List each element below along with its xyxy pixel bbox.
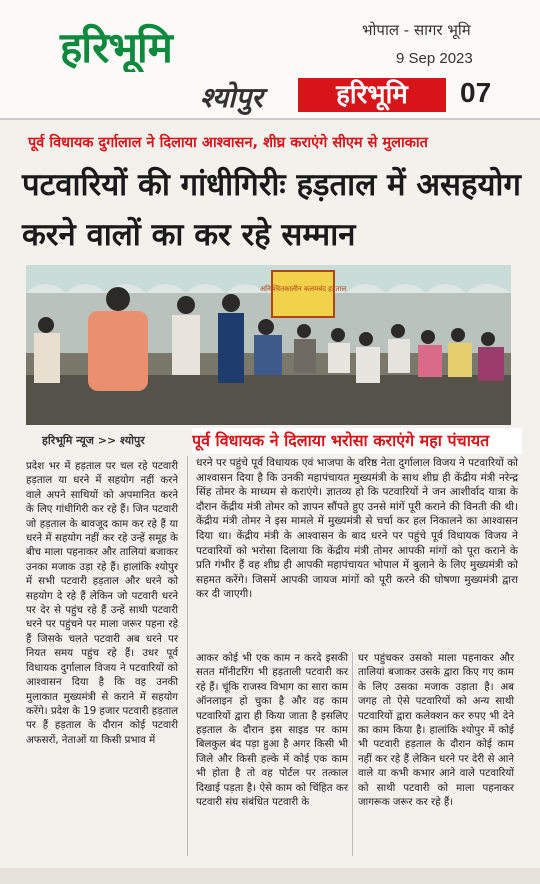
article-headline: पटवारियों की गांधीगिरीः हड़ताल में असहयोग करने वालों का कर रहे सम्मान <box>22 167 521 253</box>
news-photo <box>26 265 511 425</box>
newspaper-logo: हरिभूमि <box>60 23 172 72</box>
article-subhead: पूर्व विधायक ने दिलाया भरोसा कराएंगे महा पंचायत <box>192 428 522 454</box>
page-number: 07 <box>460 77 492 108</box>
brand-box: हरिभूमि <box>298 78 446 112</box>
header-divider <box>0 118 540 120</box>
article-byline: हरिभूमि न्यूज >> श्योपुर <box>42 434 145 447</box>
edition-label: भोपाल - सागर भूमि <box>362 21 471 39</box>
column-left: प्रदेश भर में हड़ताल पर चल रहे पटवारी हड़ताल या धरने में सहयोग नहीं करने वाले अपने साथियों को अपमानित करने के लिए गांधीगिरी कर रहे हैं। जिन पटवारी जो हड़ताल के बावजूद काम कर रहे हैं या धरने में सहयोग नहीं कर रहे उन्हें समूह के बीच माला पहनाकर और तालियां बजाकर उनका मजाक उड़ा रहे हैं। हालांकि श्योपुर में सभी पटवारी हड़ताल और धरने को सहयोग दे रहे हैं लेकिन जो पटवारी धरने पर देर से पहुंच रहे हैं उन्हें साथी पटवारी धरने पर पहुंचने पर माला जरूर पहना रहे हैं जिसके चलते पटवारी अब धरने पर नियत समय पहुंच रहे हैं। उधर पूर्व विधायक दुर्गालाल विजय ने पटवारियों को आश्वासन दिया है कि वह उनकी मुलाकात मुख्यमंत्री से कराने में सहयोग करेंगे। प्रदेश के 19 हजार पटवारी हड़ताल पर हैं हड़ताल के दौरान कोई पटवारी अफसरों, नेताओं या किसी प्रभाव में <box>26 461 178 746</box>
photo-banner: अनिश्चितकालीन कलमबंद हड़ताल <box>259 285 347 293</box>
city-name: श्योपुर <box>200 81 263 114</box>
protest-photo-illustration <box>26 265 511 425</box>
column-divider <box>187 456 188 856</box>
column-right: घर पहुंचकर उसको माला पहनाकर और तालियां बजाकर उसके द्वारा किए गए काम के लिए उसका मजाक उड़ाता है। अब जगह तो ऐसे पटवारियों को अन्य साथी पटवारियों द्वारा कलेक्शन कर रुपए भी देने का काम किया है। हालांकि श्योपुर में कोई भी पटवारी हड़ताल के दौरान कोई काम नहीं कर रहे हैं लेकिन धरने पर देरी से आने वाले या कभी कभार आने वाले पटवारियों को साथी पटवारी को माला पहनाकर जागरूक जरूर कर रहे हैं। <box>358 653 514 809</box>
masthead <box>0 0 540 72</box>
column-middle: आकर कोई भी एक काम न करदे इसकी सतत मॉनीटरिंग भी हड़ताली पटवारी कर रहे हैं। चूंकि राजस्व विभाग का सारा काम ऑनलाइन हो चुका है और वह काम पटवारियों द्वारा ही किया जाता है इसलिए हड़ताल के दौरान इस साइड पर काम बिलकुल बंद पड़ा हुआ है अगर किसी भी जिले और किसी हल्के में कोई एक काम भी होता है तो वह पोर्टल पर तत्काल दिखाई पड़ता है। ऐसे काम को चिंहित कर पटवारी संघ संबंधित पटवारी के <box>196 653 348 809</box>
article-lead: धरने पर पहुंचे पूर्व विधायक एवं भाजपा के वरिष्ठ नेता दुर्गालाल विजय ने पटवारियों को आश्वासन दिया है कि उनकी महापंचायत मुख्यमंत्री के साथ शीघ्र ही केंद्रीय मंत्री नरेन्द्र सिंह तोमर के माध्यम से कराएंगे। ज्ञातव्य हो कि पटवारियों ने जन आशीर्वाद यात्रा के दौरान केंद्रीय मंत्री तोमर को ज्ञापन सौंपते हुए उनसे मांगें पूरी कराने की विनती की थी। केंद्रीय मंत्री तोमर ने इस मामले में मुख्यमंत्री से चर्चा कर हल निकालने का आश्वासन दिया था। केंद्रीय मंत्री के आश्वासन के बाद धरने पर पहुंचे पूर्व विधायक विजय ने पटवारियों को भरोसा दिलाया कि केंद्रीय मंत्री तोमर आपकी मांगों को पूरा कराने के प्रति गंभीर हैं वह शीघ्र ही आपकी महापंचायत भोपाल में बुलाने के लिए मुख्यमंत्री को सहमत करेंगे। जिसमें आपकी जायज मांगों को पूरी करने की घोषणा मुख्यमंत्री द्वारा कर दी जाएगी। <box>196 457 518 601</box>
page-header <box>0 72 540 118</box>
column-divider <box>352 652 353 856</box>
edition-date: 9 Sep 2023 <box>396 50 473 67</box>
article-kicker: पूर्व विधायक दुर्गालाल ने दिलाया आश्वासन, शीघ्र कराएंगे सीएम से मुलाकात <box>28 135 428 151</box>
page-footer-strip <box>0 868 540 884</box>
